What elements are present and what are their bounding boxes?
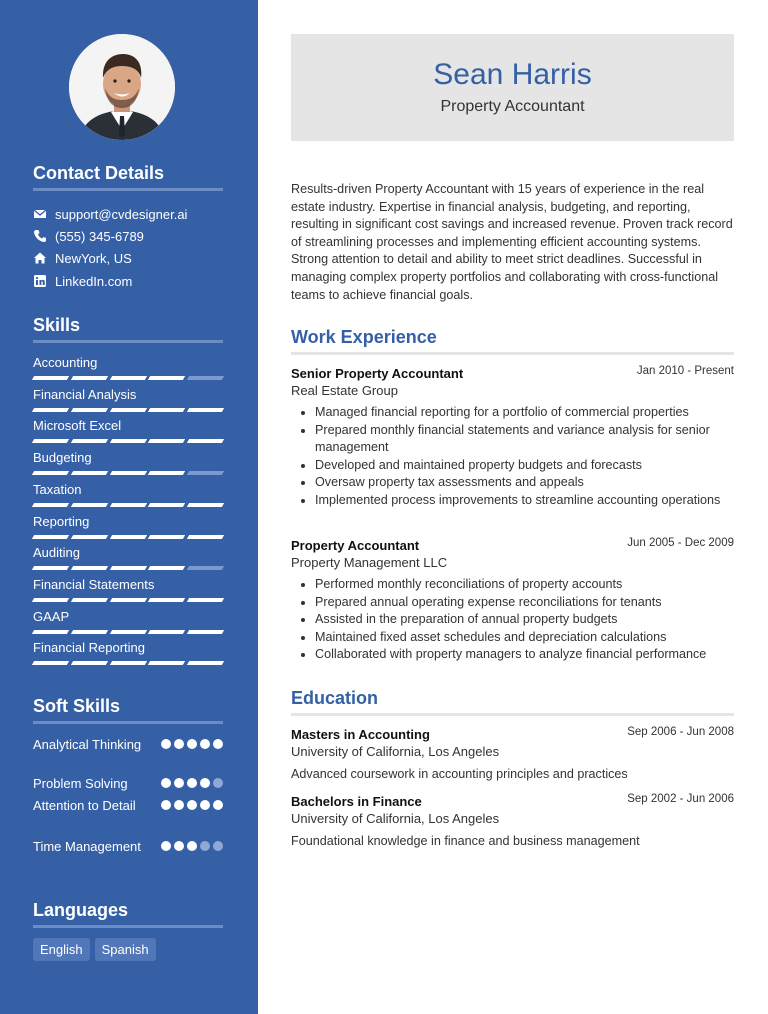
skill-level-bar — [33, 598, 223, 602]
job-date: Jun 2005 - Dec 2009 — [627, 537, 734, 549]
skill-level-segment — [148, 535, 185, 539]
skill-item — [33, 387, 223, 417]
skill-level-segment — [109, 535, 146, 539]
skill-level-bar — [33, 535, 223, 539]
skill-level-segment — [148, 376, 185, 380]
skill-level-segment — [32, 566, 69, 570]
skill-level-bar — [33, 503, 223, 507]
skill-level-segment — [187, 376, 224, 380]
skill-item — [33, 545, 223, 575]
language-pill: English — [33, 938, 90, 961]
contact-title: Contact Details — [33, 163, 165, 183]
skills-title: Skills — [33, 315, 81, 335]
divider — [291, 352, 734, 355]
skill-item — [33, 355, 223, 385]
rating-dot — [200, 739, 210, 749]
soft-skill-rating — [161, 800, 223, 810]
skill-level-segment — [109, 408, 146, 412]
person-title: Property Accountant — [440, 98, 585, 115]
skill-level-segment — [148, 439, 185, 443]
language-pill: Spanish — [95, 938, 156, 961]
skill-level-segment — [32, 376, 69, 380]
job-date: Jan 2010 - Present — [636, 365, 734, 377]
skill-level-segment — [148, 598, 185, 602]
skill-item — [33, 577, 223, 607]
skill-name: Financial Analysis — [33, 387, 137, 402]
rating-dot — [187, 841, 197, 851]
soft-skill-name: Attention to Detail — [33, 798, 136, 813]
contact-linkedin[interactable] — [33, 271, 132, 291]
skill-level-segment — [71, 408, 108, 412]
divider — [291, 713, 734, 716]
skill-level-segment — [32, 439, 69, 443]
degree-title: Bachelors in Finance — [291, 794, 422, 809]
skill-level-bar — [33, 661, 223, 665]
rating-dot — [200, 800, 210, 810]
job-company: Real Estate Group — [291, 383, 398, 398]
rating-dot — [174, 778, 184, 788]
skill-level-segment — [32, 503, 69, 507]
skill-level-segment — [187, 598, 224, 602]
list-item: Oversaw property tax assessments and appeals — [291, 474, 739, 492]
rating-dot — [187, 778, 197, 788]
rating-dot — [161, 841, 171, 851]
contact-location-text: NewYork, US — [55, 250, 132, 266]
degree-title: Masters in Accounting — [291, 727, 430, 742]
contact-phone-text: (555) 345-6789 — [55, 228, 144, 244]
education-title: Education — [291, 688, 379, 708]
divider — [33, 340, 223, 343]
school-name: University of California, Los Angeles — [291, 811, 500, 826]
skill-level-segment — [109, 598, 146, 602]
skill-level-bar — [33, 408, 223, 412]
rating-dot — [200, 778, 210, 788]
profile-photo — [69, 34, 175, 140]
contact-email[interactable] — [33, 204, 187, 224]
skill-level-bar — [33, 471, 223, 475]
contact-linkedin-text: LinkedIn.com — [55, 273, 133, 289]
skill-level-segment — [71, 376, 108, 380]
skill-level-segment — [187, 661, 224, 665]
list-item: Prepared annual operating expense reconciliations for tenants — [291, 594, 739, 612]
job-bullets — [291, 576, 739, 664]
skill-name: Accounting — [33, 355, 98, 370]
skill-level-segment — [32, 535, 69, 539]
skill-level-segment — [148, 471, 185, 475]
name-header — [291, 34, 734, 141]
skill-item — [33, 514, 223, 544]
person-name: Sean Harris — [433, 58, 592, 91]
skill-level-segment — [187, 566, 224, 570]
degree-date: Sep 2002 - Jun 2006 — [627, 793, 734, 805]
skill-level-segment — [71, 503, 108, 507]
skill-level-segment — [32, 598, 69, 602]
skill-level-segment — [187, 503, 224, 507]
skill-name: GAAP — [33, 609, 70, 624]
rating-dot — [161, 778, 171, 788]
skill-level-segment — [32, 661, 69, 665]
job-title: Senior Property Accountant — [291, 366, 464, 381]
skill-name: Microsoft Excel — [33, 418, 122, 433]
profile-summary: Results-driven Property Accountant with 15 years of experience in the real estate industry. Expertise in financial analysis, budgeting, and reporting, resulting in significant cost savings and increased revenue. Proven track record of streamlining processes and implementing efficient accounting systems. Strong attention to detail and ability to meet strict deadlines. Successful in managing complex property portfolios and collaborating with cross-functional teams to achieve financial goals. — [291, 182, 733, 302]
skill-level-segment — [109, 566, 146, 570]
skill-level-segment — [148, 503, 185, 507]
soft-skill-name: Time Management — [33, 839, 141, 854]
degree-date: Sep 2006 - Jun 2008 — [627, 726, 734, 738]
rating-dot — [200, 841, 210, 851]
skill-name: Financial Statements — [33, 577, 155, 592]
list-item: Implemented process improvements to streamline accounting operations — [291, 492, 739, 510]
list-item: Collaborated with property managers to analyze financial performance — [291, 646, 739, 664]
skill-name: Budgeting — [33, 450, 92, 465]
skill-item — [33, 450, 223, 480]
list-item: Performed monthly reconciliations of property accounts — [291, 576, 739, 594]
skill-level-bar — [33, 439, 223, 443]
job-title: Property Accountant — [291, 538, 420, 553]
skill-level-segment — [109, 376, 146, 380]
divider — [33, 925, 223, 928]
home-icon — [33, 251, 47, 265]
rating-dot — [161, 739, 171, 749]
skill-item — [33, 609, 223, 639]
skill-name: Reporting — [33, 514, 90, 529]
rating-dot — [187, 739, 197, 749]
skill-item — [33, 640, 223, 670]
soft-skill-rating — [161, 778, 223, 788]
list-item: Assisted in the preparation of annual property budgets — [291, 611, 739, 629]
skill-name: Financial Reporting — [33, 640, 146, 655]
skill-level-segment — [71, 598, 108, 602]
rating-dot — [213, 739, 223, 749]
skill-name: Auditing — [33, 545, 80, 560]
job-company: Property Management LLC — [291, 555, 448, 570]
rating-dot — [213, 778, 223, 788]
skill-level-segment — [71, 471, 108, 475]
soft-skill-item — [33, 838, 223, 855]
rating-dot — [174, 739, 184, 749]
rating-dot — [187, 800, 197, 810]
job-bullets — [291, 404, 739, 509]
skill-level-segment — [148, 566, 185, 570]
soft-skill-name: Analytical Thinking — [33, 737, 142, 752]
rating-dot — [174, 800, 184, 810]
skill-level-segment — [71, 630, 108, 634]
soft-skill-name: Problem Solving — [33, 776, 128, 791]
rating-dot — [213, 841, 223, 851]
list-item: Developed and maintained property budgets and forecasts — [291, 457, 739, 475]
skill-level-segment — [109, 471, 146, 475]
skill-item — [33, 482, 223, 512]
skill-level-segment — [32, 630, 69, 634]
soft-skill-item — [33, 797, 223, 814]
skill-level-segment — [71, 661, 108, 665]
skill-level-segment — [109, 630, 146, 634]
skill-level-segment — [187, 408, 224, 412]
skill-level-segment — [148, 661, 185, 665]
soft-skill-rating — [161, 739, 223, 749]
sidebar — [0, 0, 258, 1014]
skill-level-segment — [187, 535, 224, 539]
envelope-icon — [33, 207, 47, 221]
languages-title: Languages — [33, 900, 129, 920]
skill-level-segment — [148, 408, 185, 412]
divider — [33, 721, 223, 724]
rating-dot — [174, 841, 184, 851]
contact-location — [33, 248, 132, 268]
soft-skill-item — [33, 736, 223, 753]
skill-level-bar — [33, 376, 223, 380]
skill-level-segment — [109, 439, 146, 443]
contact-email-text: support@cvdesigner.ai — [55, 206, 188, 222]
school-name: University of California, Los Angeles — [291, 744, 500, 759]
skill-level-segment — [187, 439, 224, 443]
skill-level-segment — [109, 503, 146, 507]
skill-level-segment — [32, 471, 69, 475]
list-item: Maintained fixed asset schedules and depreciation calculations — [291, 629, 739, 647]
skill-name: Taxation — [33, 482, 82, 497]
skill-level-segment — [148, 630, 185, 634]
skill-level-segment — [109, 661, 146, 665]
languages-list — [33, 938, 156, 961]
soft-skills-title: Soft Skills — [33, 696, 121, 716]
contact-phone[interactable] — [33, 226, 144, 246]
soft-skill-rating — [161, 841, 223, 851]
divider — [33, 188, 223, 191]
skill-level-bar — [33, 566, 223, 570]
skill-level-segment — [187, 630, 224, 634]
skill-level-segment — [71, 535, 108, 539]
skill-item — [33, 418, 223, 448]
skill-level-segment — [71, 439, 108, 443]
soft-skill-item — [33, 775, 223, 792]
degree-description: Foundational knowledge in finance and business management — [291, 834, 640, 848]
linkedin-icon — [33, 274, 47, 288]
skill-level-bar — [33, 630, 223, 634]
skill-level-segment — [187, 471, 224, 475]
degree-description: Advanced coursework in accounting principles and practices — [291, 767, 628, 781]
skill-level-segment — [71, 566, 108, 570]
rating-dot — [161, 800, 171, 810]
list-item: Prepared monthly financial statements and variance analysis for senior management — [291, 422, 739, 457]
skill-level-segment — [32, 408, 69, 412]
rating-dot — [213, 800, 223, 810]
list-item: Managed financial reporting for a portfolio of commercial properties — [291, 404, 739, 422]
phone-icon — [33, 229, 47, 243]
work-experience-title: Work Experience — [291, 327, 437, 347]
